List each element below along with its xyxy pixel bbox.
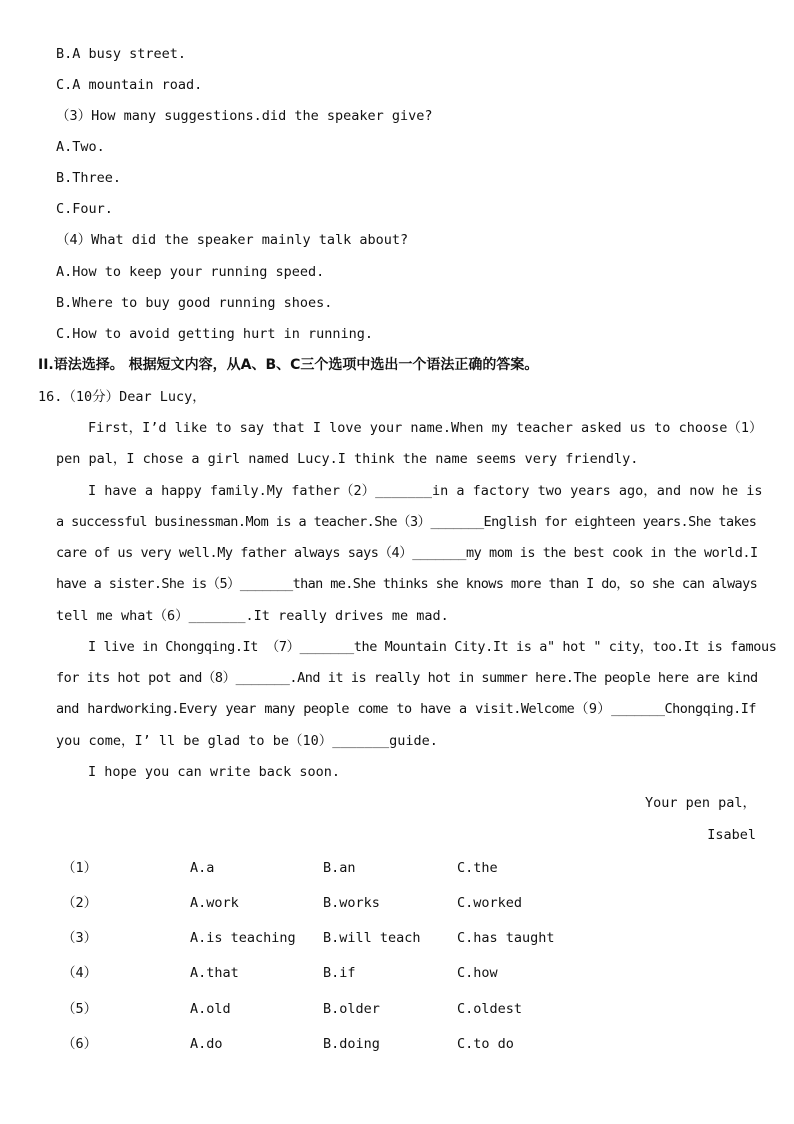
letter-closing: Your pen pal，: [644, 795, 756, 811]
choice-c: C.has taught: [457, 930, 555, 946]
blank-number: （4）: [62, 965, 98, 981]
choice-b: B.doing: [323, 1036, 380, 1052]
blank-number: （3）: [62, 930, 98, 946]
choice-a: A.do: [190, 1036, 223, 1052]
passage-line: I have a happy family.My father（2）_______in a factory two years ago，and now he is: [88, 483, 763, 499]
letter-signature: Isabel: [707, 827, 756, 843]
passage-line: for its hot pot and（8）_______.And it is really hot in summer here.The people here are kind: [56, 670, 758, 686]
passage-line: care of us very well.My father always says（4）_______my mom is the best cook in the world.I: [56, 545, 758, 561]
passage-line: have a sister.She is（5）_______than me.She thinks she knows more than I do，so she can always: [56, 576, 758, 592]
choice-b: B.an: [323, 860, 356, 876]
choice-c: C.oldest: [457, 1001, 523, 1017]
passage-line: pen pal，I chose a girl named Lucy.I think the name seems very friendly.: [56, 451, 639, 467]
question-header: 16.（10分）Dear Lucy，: [38, 389, 206, 405]
passage-line: I live in Chongqing.It （7）_______the Mountain City.It is a" hot " city，too.It is famous: [88, 639, 777, 655]
choice-c: C.the: [457, 860, 498, 876]
option-line: B.Three.: [56, 170, 122, 186]
section-heading: II.语法选择。 根据短文内容，从A、B、C三个选项中选出一个语法正确的答案。: [38, 357, 539, 373]
passage-line: tell me what（6）_______.It really drives me mad.: [56, 608, 449, 624]
blank-number: （1）: [62, 860, 98, 876]
option-line: C.How to avoid getting hurt in running.: [56, 326, 373, 342]
choice-a: A.old: [190, 1001, 231, 1017]
option-line: A.How to keep your running speed.: [56, 264, 325, 280]
passage-line: you come，I’ ll be glad to be（10）_______guide.: [56, 733, 438, 749]
choice-b: B.if: [323, 965, 356, 981]
choice-b: B.older: [323, 1001, 380, 1017]
passage-line: I hope you can write back soon.: [88, 764, 340, 780]
choice-c: C.to do: [457, 1036, 514, 1052]
choice-a: A.that: [190, 965, 239, 981]
choice-b: B.works: [323, 895, 380, 911]
blank-number: （5）: [62, 1001, 98, 1017]
blank-number: （2）: [62, 895, 98, 911]
choice-a: A.a: [190, 860, 215, 876]
option-line: C.Four.: [56, 201, 113, 217]
blank-number: （6）: [62, 1036, 98, 1052]
question-line: （4）What did the speaker mainly talk about?: [56, 232, 409, 248]
choice-c: C.worked: [457, 895, 523, 911]
option-line: B.Where to buy good running shoes.: [56, 295, 333, 311]
choice-c: C.how: [457, 965, 498, 981]
passage-line: First，I’d like to say that I love your name.When my teacher asked us to choose（1）: [88, 420, 763, 436]
option-line: C.A mountain road.: [56, 77, 203, 93]
choice-a: A.work: [190, 895, 239, 911]
choice-b: B.will teach: [323, 930, 421, 946]
option-line: A.Two.: [56, 139, 105, 155]
question-line: （3）How many suggestions.did the speaker give?: [56, 108, 433, 124]
option-line: B.A busy street.: [56, 46, 187, 62]
choice-a: A.is teaching: [190, 930, 296, 946]
passage-line: and hardworking.Every year many people come to have a visit.Welcome（9）_______Chongqing.If: [56, 701, 756, 717]
passage-line: a successful businessman.Mom is a teacher.She（3）_______English for eighteen years.She takes: [56, 514, 757, 530]
